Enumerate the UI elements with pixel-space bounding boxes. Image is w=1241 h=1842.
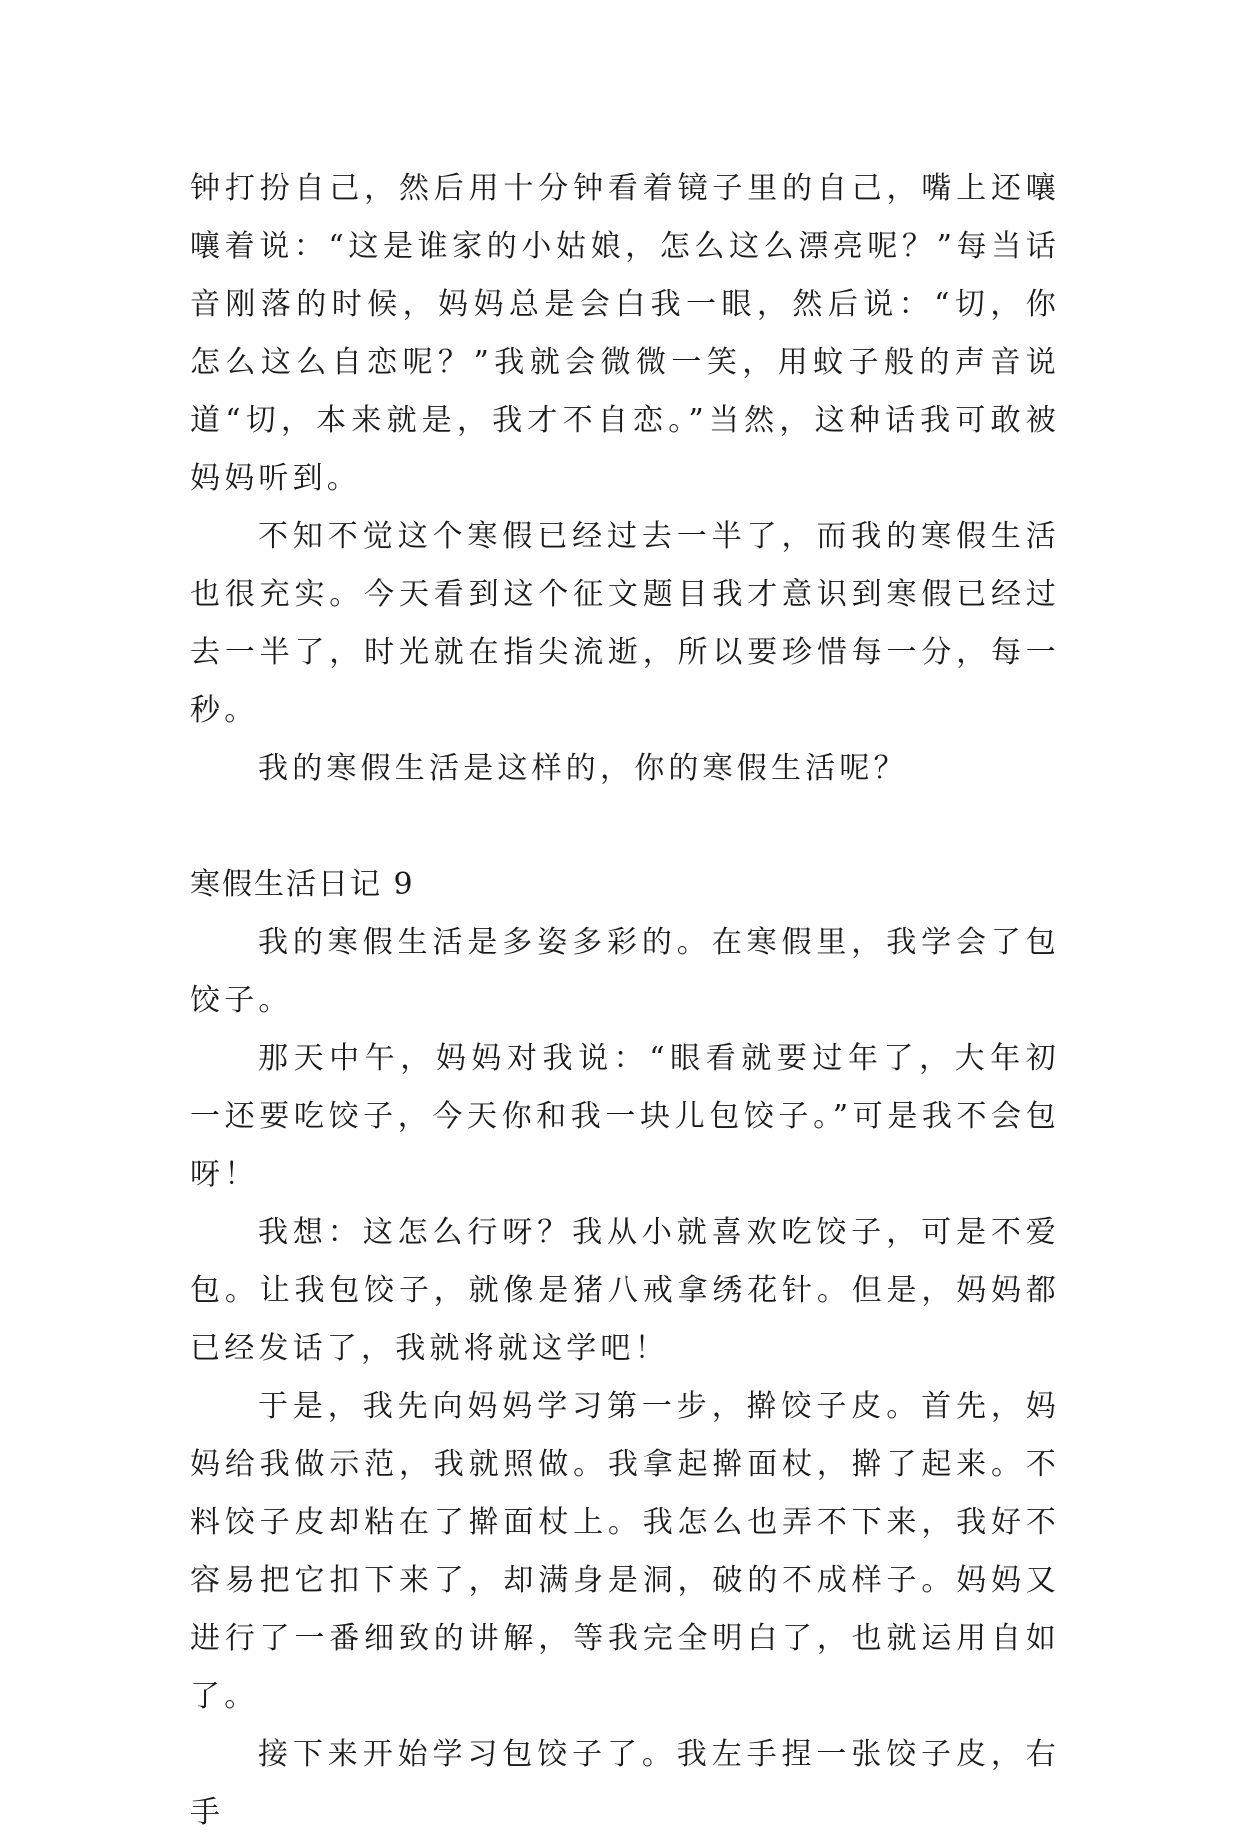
- paragraph: 不知不觉这个寒假已经过去一半了，而我的寒假生活也很充实。今天看到这个征文题目我才意识到寒假已经过去一半了，时光就在指尖流逝，所以要珍惜每一分，每一秒。: [190, 519, 1060, 728]
- paragraph: 接下来开始学习包饺子了。我左手捏一张饺子皮，右手: [190, 1737, 1060, 1830]
- document-body: [190, 160, 1060, 1842]
- paragraph: 我的寒假生活是这样的，你的寒假生活呢？: [258, 751, 908, 786]
- paragraph-continued: 钟打扮自己，然后用十分钟看着镜子里的自己，嘴上还嚷嚷着说：“这是谁家的小姑娘，怎么这么漂亮呢？”每当话音刚落的时候，妈妈总是会白我一眼，然后说：“切，你怎么这么自恋呢？”我就会微微一笑，用蚊子般的声音说道“切，本来就是，我才不自恋。”当然，这种话我可敢被妈妈听到。: [190, 171, 1060, 496]
- paragraph: 那天中午，妈妈对我说：“眼看就要过年了，大年初一还要吃饺子，今天你和我一块儿包饺子。”可是我不会包呀！: [190, 1041, 1060, 1192]
- section-title: 寒假生活日记 9: [190, 867, 415, 902]
- paragraph: 于是，我先向妈妈学习第一步，擀饺子皮。首先，妈妈给我做示范，我就照做。我拿起擀面杖，擀了起来。不料饺子皮却粘在了擀面杖上。我怎么也弄不下来，我好不容易把它扣下来了，却满身是洞，破的不成样子。妈妈又进行了一番细致的讲解，等我完全明白了，也就运用自如了。: [190, 1389, 1060, 1714]
- paragraph: 我想：这怎么行呀？我从小就喜欢吃饺子，可是不爱包。让我包饺子，就像是猪八戒拿绣花针。但是，妈妈都已经发话了，我就将就这学吧！: [190, 1215, 1060, 1366]
- paragraph: 我的寒假生活是多姿多彩的。在寒假里，我学会了包饺子。: [190, 925, 1060, 1018]
- section-spacer: [190, 798, 1060, 856]
